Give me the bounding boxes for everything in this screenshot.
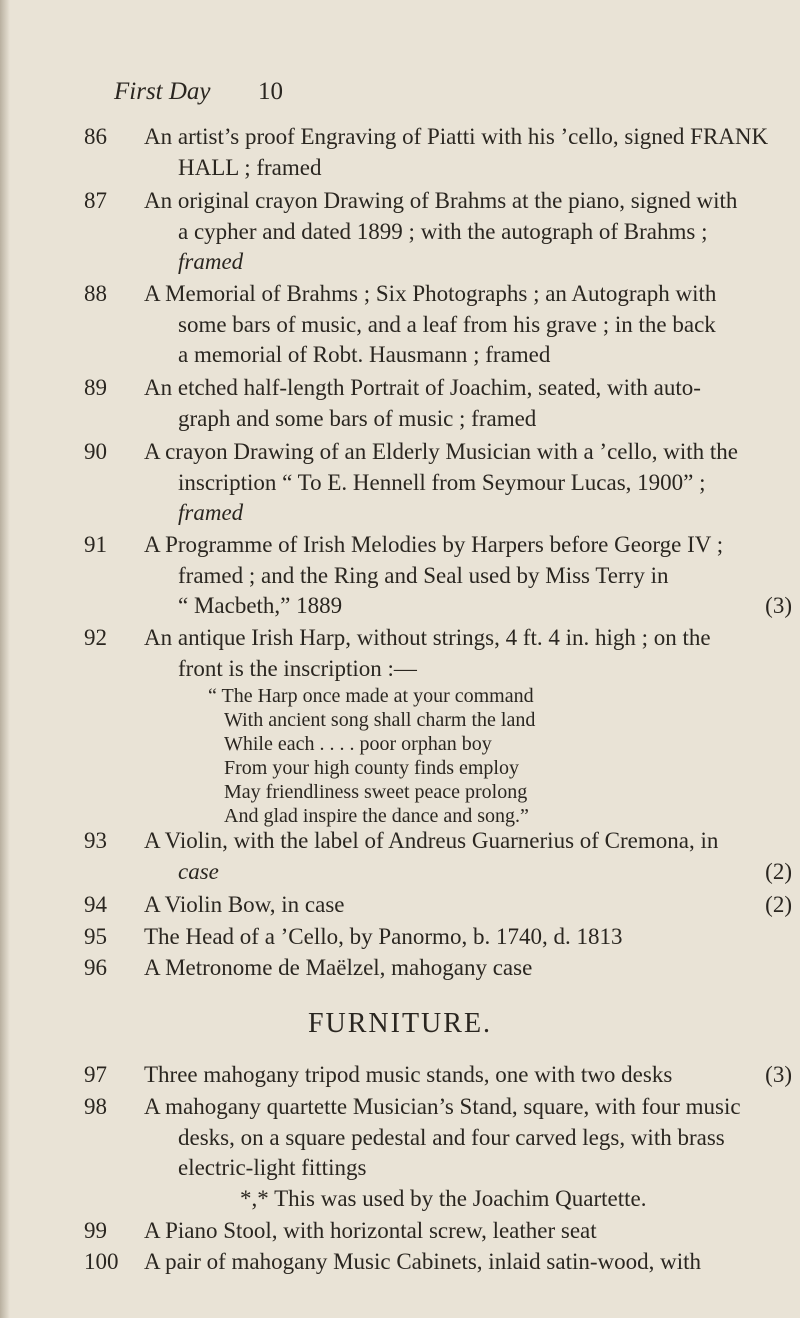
lot-description [144,186,792,278]
quantity: (2) [765,892,792,917]
lot-number: 98 [84,1094,107,1119]
lot-number: 86 [84,124,107,149]
lot-description [144,826,792,887]
lot-number: 96 [84,955,107,980]
lot-description [144,1216,792,1247]
lot-number: 93 [84,828,107,853]
lot-description [144,623,792,828]
lot-number: 88 [84,281,107,306]
lot-line [144,857,792,888]
lot-line-text: case [178,858,219,884]
lot-line: framed [178,500,244,525]
lot-line [144,591,792,622]
lot-line: framed [178,249,244,274]
day-heading: First Day [114,78,211,105]
section-title: FURNITURE. [307,1008,493,1039]
lot-description [144,530,792,622]
lot-line [144,890,792,921]
lot-number: 90 [84,439,107,464]
lot-number: 91 [84,532,107,557]
lot-description [144,953,792,984]
lot-line: some bars of music, and a leaf from his grave ; in the back [178,311,716,337]
lot-line: electric-light fittings [178,1155,367,1180]
lot-line: inscription “ To E. Hennell from Seymour Lucas, 1900” ; [178,469,706,495]
lot-line: A crayon Drawing of an Elderly Musician with a ’cello, with the [144,439,739,464]
lot-line: graph and some bars of music ; framed [178,405,537,431]
lot-line: An original crayon Drawing of Brahms at the piano, signed with [144,188,738,213]
lot-line: A Programme of Irish Melodies by Harpers before George IV ; [144,532,724,557]
lot-description [144,279,792,371]
lot-description [144,1092,792,1214]
lot-description [144,373,792,434]
lot-line: A Piano Stool, with horizontal screw, leather seat [144,1218,597,1243]
lot-line: A Metronome de Maëlzel, mahogany case [144,955,533,980]
lot-description [144,922,792,953]
poem-line: With ancient song shall charm the land [224,709,536,731]
lot-number: 97 [84,1062,107,1087]
lot-line: A Violin, with the label of Andreus Guarnerius of Cremona, in [144,828,719,853]
lot-line: HALL ; framed [178,154,322,180]
poem-line: From your high county finds employ [224,757,519,779]
page-edge-shadow [0,0,10,1318]
lot-line-text: “ Macbeth,” 1889 [178,593,343,618]
lot-description [144,890,792,921]
lot-line: An artist’s proof Engraving of Piatti with his ’cello, signed FRANK [144,124,769,149]
lot-line-text: Three mahogany tripod music stands, one with two desks [144,1062,673,1087]
lot-line: desks, on a square pedestal and four carved legs, with brass [178,1124,725,1150]
page-header [114,78,754,106]
lot-line: A pair of mahogany Music Cabinets, inlaid satin-wood, with [144,1249,702,1274]
lot-number: 94 [84,892,107,917]
lot-description [144,1247,792,1278]
lot-number: 89 [84,375,107,400]
poem-line: While each . . . . poor orphan boy [224,733,492,755]
quantity: (3) [765,1062,792,1087]
lot-line: An etched half-length Portrait of Joachim, seated, with auto- [144,375,701,400]
page-number: 10 [258,78,283,105]
lot-description [144,437,792,529]
lot-description [144,122,792,183]
lot-line-text: A Violin Bow, in case [144,892,345,917]
poem-line: “ The Harp once made at your command [208,685,534,707]
lot-line: a memorial of Robt. Hausmann ; framed [178,342,551,367]
lot-description [144,1060,792,1091]
lot-line: framed ; and the Ring and Seal used by Miss Terry in [178,562,669,588]
lot-line: a cypher and dated 1899 ; with the autograph of Brahms ; [178,218,708,244]
lot-number: 95 [84,924,107,949]
quantity: (3) [765,593,792,618]
lot-line: A mahogany quartette Musician’s Stand, square, with four music [144,1094,741,1119]
poem-line: And glad inspire the dance and song.” [224,805,529,827]
lot-number: 100 [84,1249,119,1274]
poem-line: May friendliness sweet peace prolong [224,781,528,803]
lot-number: 99 [84,1218,107,1243]
lot-line: front is the inscription :— [178,655,417,681]
lot-line: An antique Irish Harp, without strings, 4 ft. 4 in. high ; on the [144,625,711,650]
lot-line [144,1060,792,1091]
lot-line: A Memorial of Brahms ; Six Photographs ; an Autograph with [144,281,717,306]
lot-number: 87 [84,188,107,213]
lot-number: 92 [84,625,107,650]
lot-note: *,* This was used by the Joachim Quartette. [240,1185,647,1211]
lot-line: The Head of a ’Cello, by Panormo, b. 1740, d. 1813 [144,924,623,949]
quantity: (2) [765,858,792,884]
